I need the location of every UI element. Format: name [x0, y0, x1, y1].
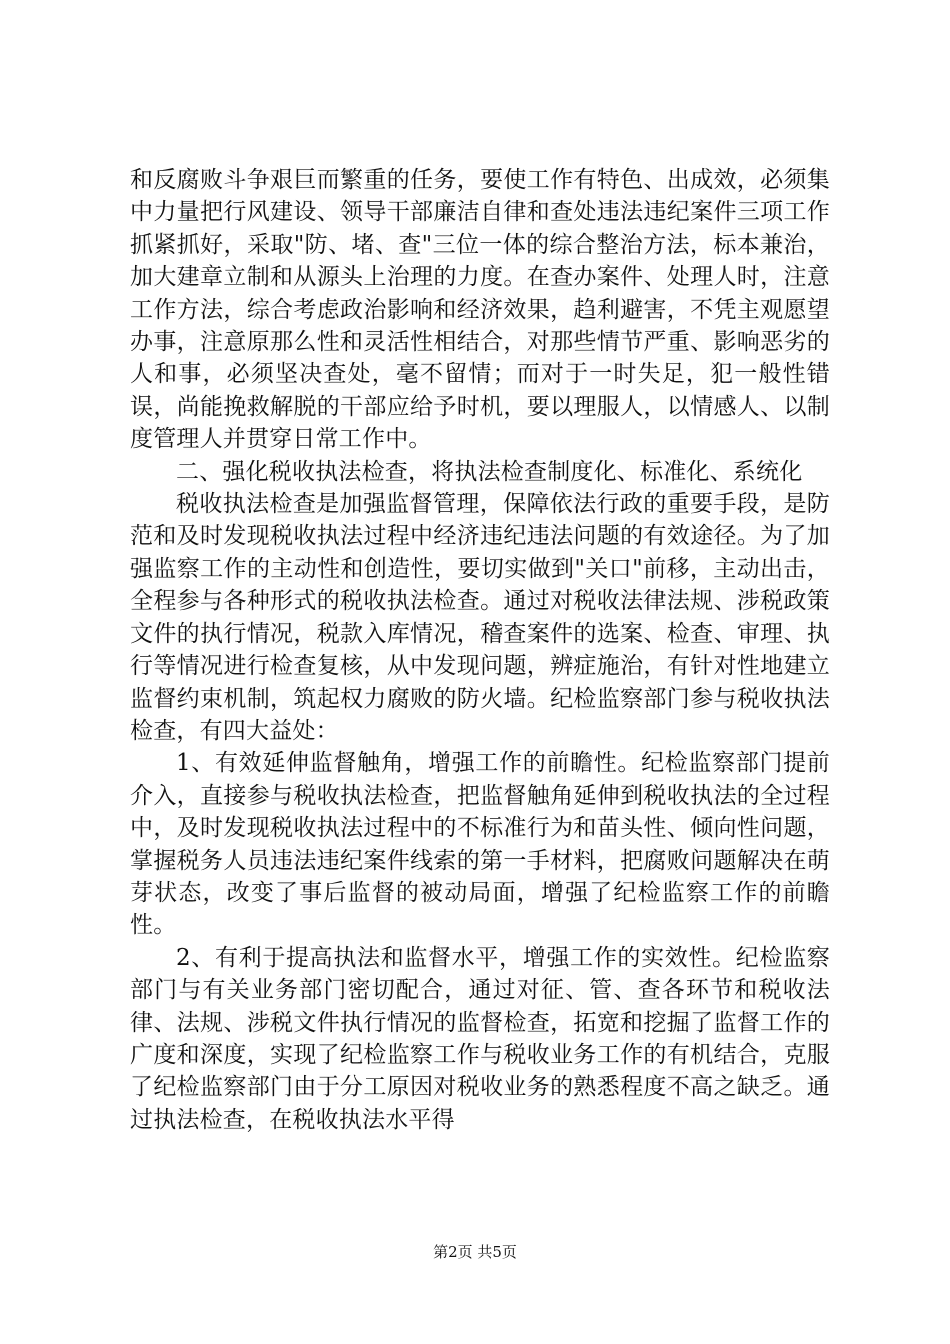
page-footer: 第2页 共5页 — [433, 1243, 517, 1261]
paragraph: 1、有效延伸监督触角，增强工作的前瞻性。纪检监察部门提前介入，直接参与税收执法检查，把监督触角延伸到税收执法的全过程中，及时发现税收执法过程中的不标准行为和苗头性、倾向性问题，掌握税务人员违法违纪案件线索的第一手材料，把腐败问题解决在萌芽状态，改变了事后监督的被动局面，增强了纪检监察工作的前瞻性。 — [130, 750, 830, 939]
paragraph: 税收执法检查是加强监督管理，保障依法行政的重要手段，是防范和及时发现税收执法过程中经济违纪违法问题的有效途径。为了加强监察工作的主动性和创造性，要切实做到"关口"前移，主动出击，全程参与各种形式的税收执法检查。通过对税收法律法规、涉税政策文件的执行情况，税款入库情况，稽查案件的选案、检查、审理、执行等情况进行检查复核，从中发现问题，辨症施治，有针对性地建立监督约束机制，筑起权力腐败的防火墙。纪检监察部门参与税收执法检查，有四大益处： — [130, 491, 830, 744]
paragraph-continuation: 和反腐败斗争艰巨而繁重的任务，要使工作有特色、出成效，必须集中力量把行风建设、领导干部廉洁自律和查处违法违纪案件三项工作抓紧抓好，采取"防、堵、查"三位一体的综合整治方法，标本兼治，加大建章立制和从源头上治理的力度。在查办案件、处理人时，注意工作方法，综合考虑政治影响和经济效果，趋利避害，不凭主观愿望办事，注意原那么性和灵活性相结合，对那些情节严重、影响恶劣的人和事，必须坚决查处，毫不留情；而对于一时失足，犯一般性错误，尚能挽救解脱的干部应给予时机，要以理服人，以情感人、以制度管理人并贯穿日常工作中。 — [130, 167, 830, 453]
paragraph: 2、有利于提高执法和监督水平，增强工作的实效性。纪检监察部门与有关业务部门密切配合，通过对征、管、查各环节和税收法律、法规、涉税文件执行情况的监督检查，拓宽和挖掘了监督工作的广度和深度，实现了纪检监察工作与税收业务工作的有机结合，克服了纪检监察部门由于分工原因对税收业务的熟悉程度不高之缺乏。通过执法检查，在税收执法水平得 — [130, 944, 830, 1133]
section-heading: 二、强化税收执法检查，将执法检查制度化、标准化、系统化 — [176, 458, 803, 485]
document-body — [130, 164, 830, 1136]
